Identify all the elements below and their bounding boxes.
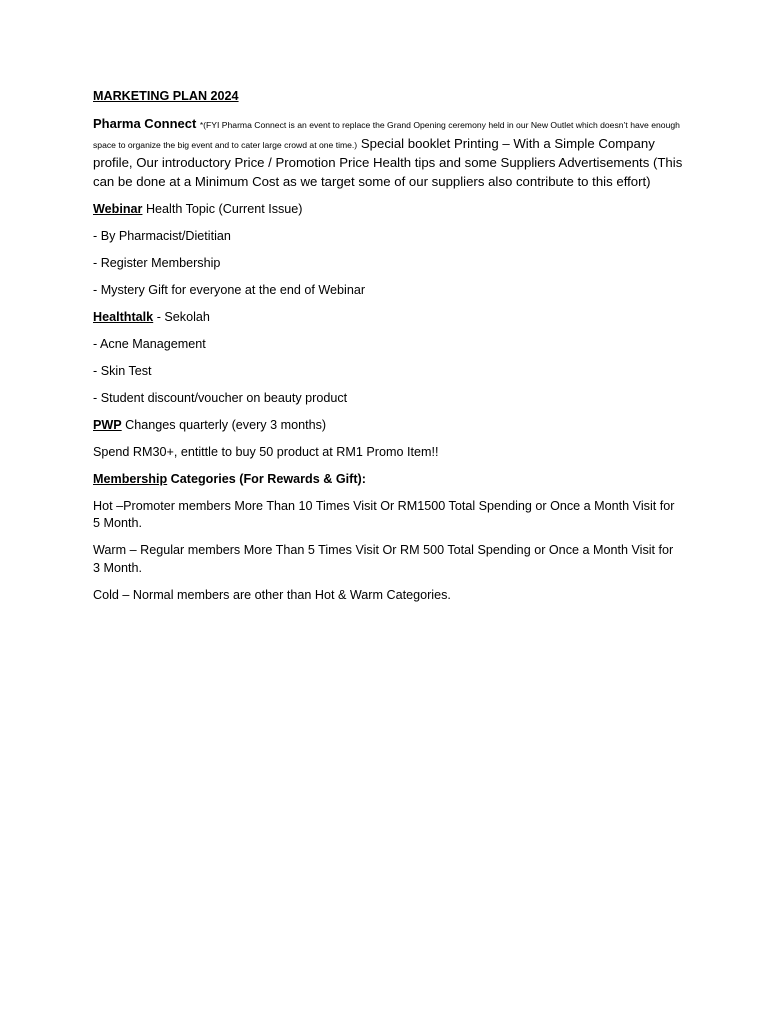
document-page [93, 88, 683, 614]
webinar-label: Webinar [93, 201, 143, 216]
title-text: MARKETING PLAN 2024 [93, 89, 239, 103]
healthtalk-heading [93, 309, 683, 327]
document-title [93, 88, 683, 106]
pharma-connect-text: Special booklet Printing – With a Simple Company profile, Our introductory Price / Promotion Price Health tips and some Suppliers Advertisements (This can be done at a Minimum Cost as we target some of our suppliers also contribute to this effort) [93, 135, 683, 189]
pharma-connect-note: *(FYI Pharma Connect is an event to replace the Grand Opening ceremony held in our New Outlet which doesn’t have enough space to organize the big event and to cater large crowd at one time.) [93, 120, 680, 150]
healthtalk-label: Healthtalk [93, 309, 154, 324]
membership-label: Membership [93, 471, 168, 486]
list-item: - Student discount/voucher on beauty product [93, 390, 348, 405]
pwp-label: PWP [93, 417, 122, 432]
webinar-heading [93, 201, 683, 219]
list-item: - Skin Test [93, 363, 152, 378]
list-item: - Register Membership [93, 255, 221, 270]
list-item: - Mystery Gift for everyone at the end of Webinar [93, 282, 366, 297]
pwp-detail: Spend RM30+, entittle to buy 50 product at RM1 Promo Item!! [93, 444, 439, 459]
healthtalk-text: - Sekolah [153, 309, 210, 324]
pwp-text: Changes quarterly (every 3 months) [121, 417, 327, 432]
membership-category-cold: Cold – Normal members are other than Hot & Warm Categories. [93, 587, 451, 602]
membership-heading [93, 471, 683, 489]
list-item: - Acne Management [93, 336, 206, 351]
pwp-heading [93, 417, 683, 435]
membership-text: Categories (For Rewards & Gift): [167, 471, 366, 486]
membership-category-hot: Hot –Promoter members More Than 10 Times Visit Or RM1500 Total Spending or Once a Month Visit for 5 Month. [93, 498, 675, 530]
webinar-text: Health Topic (Current Issue) [142, 201, 303, 216]
pharma-connect-paragraph [93, 115, 683, 191]
membership-category-warm: Warm – Regular members More Than 5 Times Visit Or RM 500 Total Spending or Once a Month Visit for 3 Month. [93, 543, 674, 575]
list-item: - By Pharmacist/Dietitian [93, 228, 231, 243]
pharma-connect-label: Pharma Connect [93, 116, 197, 131]
